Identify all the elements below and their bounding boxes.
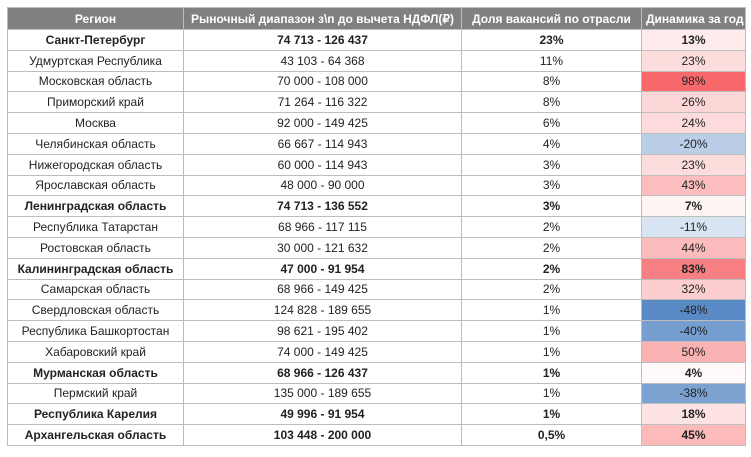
cell-region: Челябинская область (8, 133, 184, 154)
cell-vacancy-share: 6% (462, 113, 642, 134)
cell-region: Санкт-Петербург (8, 30, 184, 51)
cell-vacancy-share: 11% (462, 50, 642, 71)
cell-yearly-dynamics: 43% (642, 175, 746, 196)
cell-region: Архангельская область (8, 425, 184, 446)
cell-vacancy-share: 3% (462, 154, 642, 175)
table-row (8, 362, 746, 383)
cell-vacancy-share: 1% (462, 383, 642, 404)
table-body (8, 30, 746, 446)
cell-salary-range: 98 621 - 195 402 (184, 321, 462, 342)
cell-region: Ленинградская область (8, 196, 184, 217)
cell-yearly-dynamics: 44% (642, 237, 746, 258)
cell-region: Республика Карелия (8, 404, 184, 425)
table-row (8, 321, 746, 342)
table-row (8, 92, 746, 113)
table-row (8, 258, 746, 279)
cell-region: Москва (8, 113, 184, 134)
cell-salary-range: 74 713 - 136 552 (184, 196, 462, 217)
table-row (8, 133, 746, 154)
cell-salary-range: 135 000 - 189 655 (184, 383, 462, 404)
cell-salary-range: 68 966 - 117 115 (184, 217, 462, 238)
cell-vacancy-share: 2% (462, 237, 642, 258)
table-row (8, 404, 746, 425)
cell-vacancy-share: 3% (462, 175, 642, 196)
table-row (8, 300, 746, 321)
table-row (8, 383, 746, 404)
cell-region: Приморский край (8, 92, 184, 113)
cell-yearly-dynamics: 45% (642, 425, 746, 446)
cell-salary-range: 49 996 - 91 954 (184, 404, 462, 425)
cell-region: Нижегородская область (8, 154, 184, 175)
cell-yearly-dynamics: 32% (642, 279, 746, 300)
cell-salary-range: 103 448 - 200 000 (184, 425, 462, 446)
cell-yearly-dynamics: -40% (642, 321, 746, 342)
cell-region: Московская область (8, 71, 184, 92)
table-row (8, 71, 746, 92)
cell-vacancy-share: 1% (462, 404, 642, 425)
cell-yearly-dynamics: 4% (642, 362, 746, 383)
table-row (8, 341, 746, 362)
table-row (8, 175, 746, 196)
cell-region: Ярославская область (8, 175, 184, 196)
cell-vacancy-share: 2% (462, 258, 642, 279)
cell-yearly-dynamics: -38% (642, 383, 746, 404)
cell-vacancy-share: 1% (462, 341, 642, 362)
cell-salary-range: 68 966 - 126 437 (184, 362, 462, 383)
table-row (8, 425, 746, 446)
cell-vacancy-share: 1% (462, 300, 642, 321)
cell-salary-range: 92 000 - 149 425 (184, 113, 462, 134)
cell-region: Мурманская область (8, 362, 184, 383)
table-row (8, 196, 746, 217)
cell-yearly-dynamics: 50% (642, 341, 746, 362)
cell-salary-range: 60 000 - 114 943 (184, 154, 462, 175)
cell-vacancy-share: 8% (462, 92, 642, 113)
cell-salary-range: 43 103 - 64 368 (184, 50, 462, 71)
table-row (8, 113, 746, 134)
cell-region: Калининградская область (8, 258, 184, 279)
cell-salary-range: 48 000 - 90 000 (184, 175, 462, 196)
cell-vacancy-share: 23% (462, 30, 642, 51)
cell-region: Республика Башкортостан (8, 321, 184, 342)
header-region: Регион (8, 8, 184, 30)
table-row (8, 154, 746, 175)
cell-vacancy-share: 8% (462, 71, 642, 92)
table-row (8, 279, 746, 300)
cell-vacancy-share: 1% (462, 362, 642, 383)
cell-yearly-dynamics: -20% (642, 133, 746, 154)
cell-vacancy-share: 4% (462, 133, 642, 154)
table-row (8, 237, 746, 258)
cell-yearly-dynamics: 13% (642, 30, 746, 51)
table-row (8, 30, 746, 51)
cell-salary-range: 30 000 - 121 632 (184, 237, 462, 258)
cell-salary-range: 124 828 - 189 655 (184, 300, 462, 321)
cell-yearly-dynamics: 23% (642, 154, 746, 175)
cell-region: Свердловская область (8, 300, 184, 321)
cell-yearly-dynamics: 24% (642, 113, 746, 134)
cell-yearly-dynamics: 18% (642, 404, 746, 425)
cell-vacancy-share: 0,5% (462, 425, 642, 446)
cell-salary-range: 68 966 - 149 425 (184, 279, 462, 300)
cell-region: Ростовская область (8, 237, 184, 258)
salary-table (7, 7, 746, 446)
cell-vacancy-share: 2% (462, 279, 642, 300)
cell-region: Пермский край (8, 383, 184, 404)
table-row (8, 217, 746, 238)
cell-vacancy-share: 1% (462, 321, 642, 342)
header-vacancy-share: Доля вакансий по отрасли (462, 8, 642, 30)
cell-region: Хабаровский край (8, 341, 184, 362)
cell-region: Самарская область (8, 279, 184, 300)
cell-yearly-dynamics: 7% (642, 196, 746, 217)
cell-yearly-dynamics: -48% (642, 300, 746, 321)
table-row (8, 50, 746, 71)
cell-yearly-dynamics: 83% (642, 258, 746, 279)
cell-yearly-dynamics: 26% (642, 92, 746, 113)
cell-yearly-dynamics: 98% (642, 71, 746, 92)
header-salary-range: Рыночный диапазон з\п до вычета НДФЛ(₽) (184, 8, 462, 30)
cell-region: Удмуртская Республика (8, 50, 184, 71)
header-yearly-dynamics: Динамика за год (642, 8, 746, 30)
cell-salary-range: 74 713 - 126 437 (184, 30, 462, 51)
header-row (8, 8, 746, 30)
cell-salary-range: 66 667 - 114 943 (184, 133, 462, 154)
cell-region: Республика Татарстан (8, 217, 184, 238)
cell-yearly-dynamics: -11% (642, 217, 746, 238)
cell-vacancy-share: 3% (462, 196, 642, 217)
cell-yearly-dynamics: 23% (642, 50, 746, 71)
cell-salary-range: 70 000 - 108 000 (184, 71, 462, 92)
cell-vacancy-share: 2% (462, 217, 642, 238)
cell-salary-range: 71 264 - 116 322 (184, 92, 462, 113)
cell-salary-range: 74 000 - 149 425 (184, 341, 462, 362)
cell-salary-range: 47 000 - 91 954 (184, 258, 462, 279)
